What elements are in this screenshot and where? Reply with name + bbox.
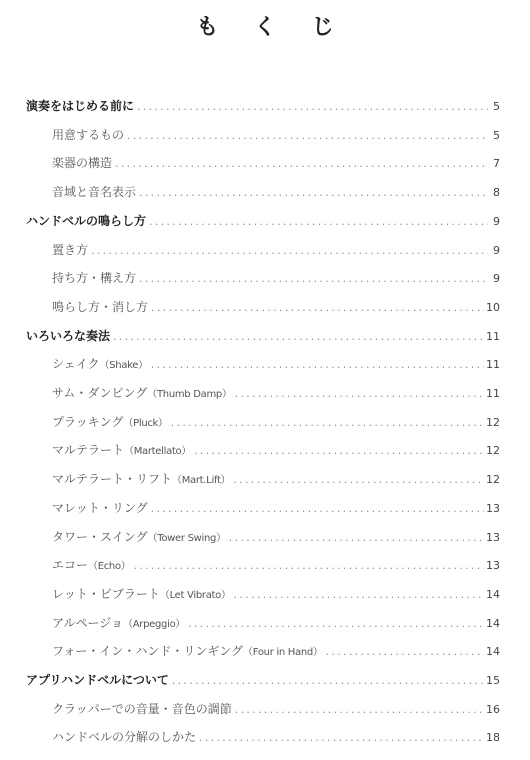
dot-leader: [133, 553, 485, 581]
toc-page-number: 9: [493, 243, 500, 257]
toc-entry-label: シェイク（Shake）: [52, 357, 148, 372]
toc-entry-label: いろいろな奏法: [26, 328, 111, 343]
toc-entry-label: 鳴らし方・消し方: [52, 299, 149, 314]
toc-page-number: 18: [486, 731, 500, 745]
toc-subentry[interactable]: [52, 523, 500, 551]
toc-section[interactable]: [26, 666, 500, 694]
toc-page-number: 10: [486, 300, 500, 314]
toc-page-number: 14: [486, 645, 500, 659]
toc-entry-label: アプリハンドベルについて: [26, 673, 169, 687]
toc-subentry[interactable]: [52, 494, 500, 522]
toc-page-number: 9: [493, 272, 500, 286]
toc-page-number: 8: [493, 186, 500, 200]
toc-page-number: 16: [486, 702, 500, 716]
toc-subentry[interactable]: [52, 436, 500, 464]
dot-leader: [150, 352, 484, 380]
dot-leader: [171, 668, 484, 696]
page-title: も く じ: [196, 15, 348, 40]
toc-subentry[interactable]: [52, 580, 500, 608]
dot-leader: [150, 496, 484, 524]
toc-subentry[interactable]: [52, 695, 500, 723]
toc-entry-label: ハンドベルの鳴らし方: [26, 213, 147, 228]
toc-subentry[interactable]: [52, 408, 500, 436]
toc-subentry[interactable]: [52, 723, 500, 751]
toc-page-number: 13: [486, 530, 500, 544]
dot-leader: [90, 238, 488, 266]
toc-subentry[interactable]: [52, 379, 500, 407]
toc-entry-label: 持ち方・構え方: [52, 271, 137, 286]
toc-subentry[interactable]: [52, 465, 500, 493]
toc-subentry[interactable]: [52, 264, 500, 292]
dot-leader: [228, 525, 484, 553]
toc-entry-label: 楽器の構造: [52, 156, 113, 171]
toc-page-number: 5: [493, 128, 500, 142]
toc-page-number: 9: [493, 214, 500, 228]
dot-leader: [148, 209, 488, 237]
toc-subentry[interactable]: [52, 350, 500, 378]
dot-leader: [138, 180, 488, 208]
toc-entry-label: タワー・スイング（Tower Swing）: [52, 529, 226, 544]
toc-entry-label: 置き方: [52, 242, 89, 257]
toc-subentry[interactable]: [52, 121, 500, 149]
toc-subentry[interactable]: [52, 609, 500, 637]
toc-page-number: 14: [486, 616, 500, 630]
dot-leader: [114, 151, 488, 179]
dot-leader: [112, 324, 484, 352]
toc-subentry[interactable]: [52, 149, 500, 177]
dot-leader: [233, 582, 484, 610]
dot-leader: [193, 438, 484, 466]
dot-leader: [234, 381, 484, 409]
toc-subentry[interactable]: [52, 551, 500, 579]
toc-page-number: 11: [486, 358, 500, 372]
toc-entry-label: 音域と音名表示: [52, 185, 137, 200]
toc-page-number: 12: [486, 473, 500, 487]
dot-leader: [187, 611, 484, 639]
dot-leader: [136, 94, 488, 122]
toc-page-number: 13: [486, 559, 500, 573]
toc-page-number: 5: [493, 100, 500, 113]
toc-page-number: 14: [486, 587, 500, 601]
toc-page-number: 7: [493, 157, 500, 171]
toc-entry-label: マルテラート・リフト（Mart.Lift）: [52, 472, 231, 487]
toc-subentry[interactable]: [52, 293, 500, 321]
toc-entry-label: マレット・リング: [52, 500, 148, 515]
toc-entry-label: アルページョ（Arpeggio）: [52, 615, 186, 630]
toc-entry-label: フォー・イン・ハンド・リンギング（Four in Hand）: [52, 644, 323, 659]
toc-page-number: 11: [486, 329, 500, 343]
dot-leader: [198, 725, 484, 753]
toc-section[interactable]: [26, 92, 500, 120]
toc-entry-label: ハンドベルの分解のしかた: [52, 730, 197, 745]
toc-entry-label: サム・ダンピング（Thumb Damp）: [52, 386, 232, 400]
dot-leader: [325, 639, 484, 667]
toc-page-number: 13: [486, 501, 500, 515]
dot-leader: [232, 467, 484, 495]
toc-entry-label: マルテラート（Martellato）: [52, 443, 192, 458]
toc-section[interactable]: [26, 322, 500, 350]
dot-leader: [170, 410, 484, 438]
dot-leader: [150, 295, 484, 323]
toc-subentry[interactable]: [52, 637, 500, 665]
toc-page-number: 12: [486, 444, 500, 458]
dot-leader: [234, 697, 484, 725]
dot-leader: [126, 123, 488, 151]
dot-leader: [138, 266, 488, 294]
toc-entry-label: 演奏をはじめる前に: [26, 99, 135, 113]
toc-page-number: 15: [486, 674, 500, 687]
toc-section[interactable]: [26, 207, 500, 235]
toc-subentry[interactable]: [52, 236, 500, 264]
toc-entry-label: クラッパーでの音量・音色の調節: [52, 701, 232, 716]
toc-entry-label: プラッキング（Pluck）: [52, 414, 168, 429]
toc-entry-label: エコー（Echo）: [52, 558, 131, 573]
toc-entry-label: 用意するもの: [52, 127, 125, 142]
toc-subentry[interactable]: [52, 178, 500, 206]
toc-page-number: 11: [486, 387, 500, 400]
toc-entry-label: レット・ビブラート（Let Vibrato）: [52, 586, 231, 601]
toc-page-number: 12: [486, 415, 500, 429]
